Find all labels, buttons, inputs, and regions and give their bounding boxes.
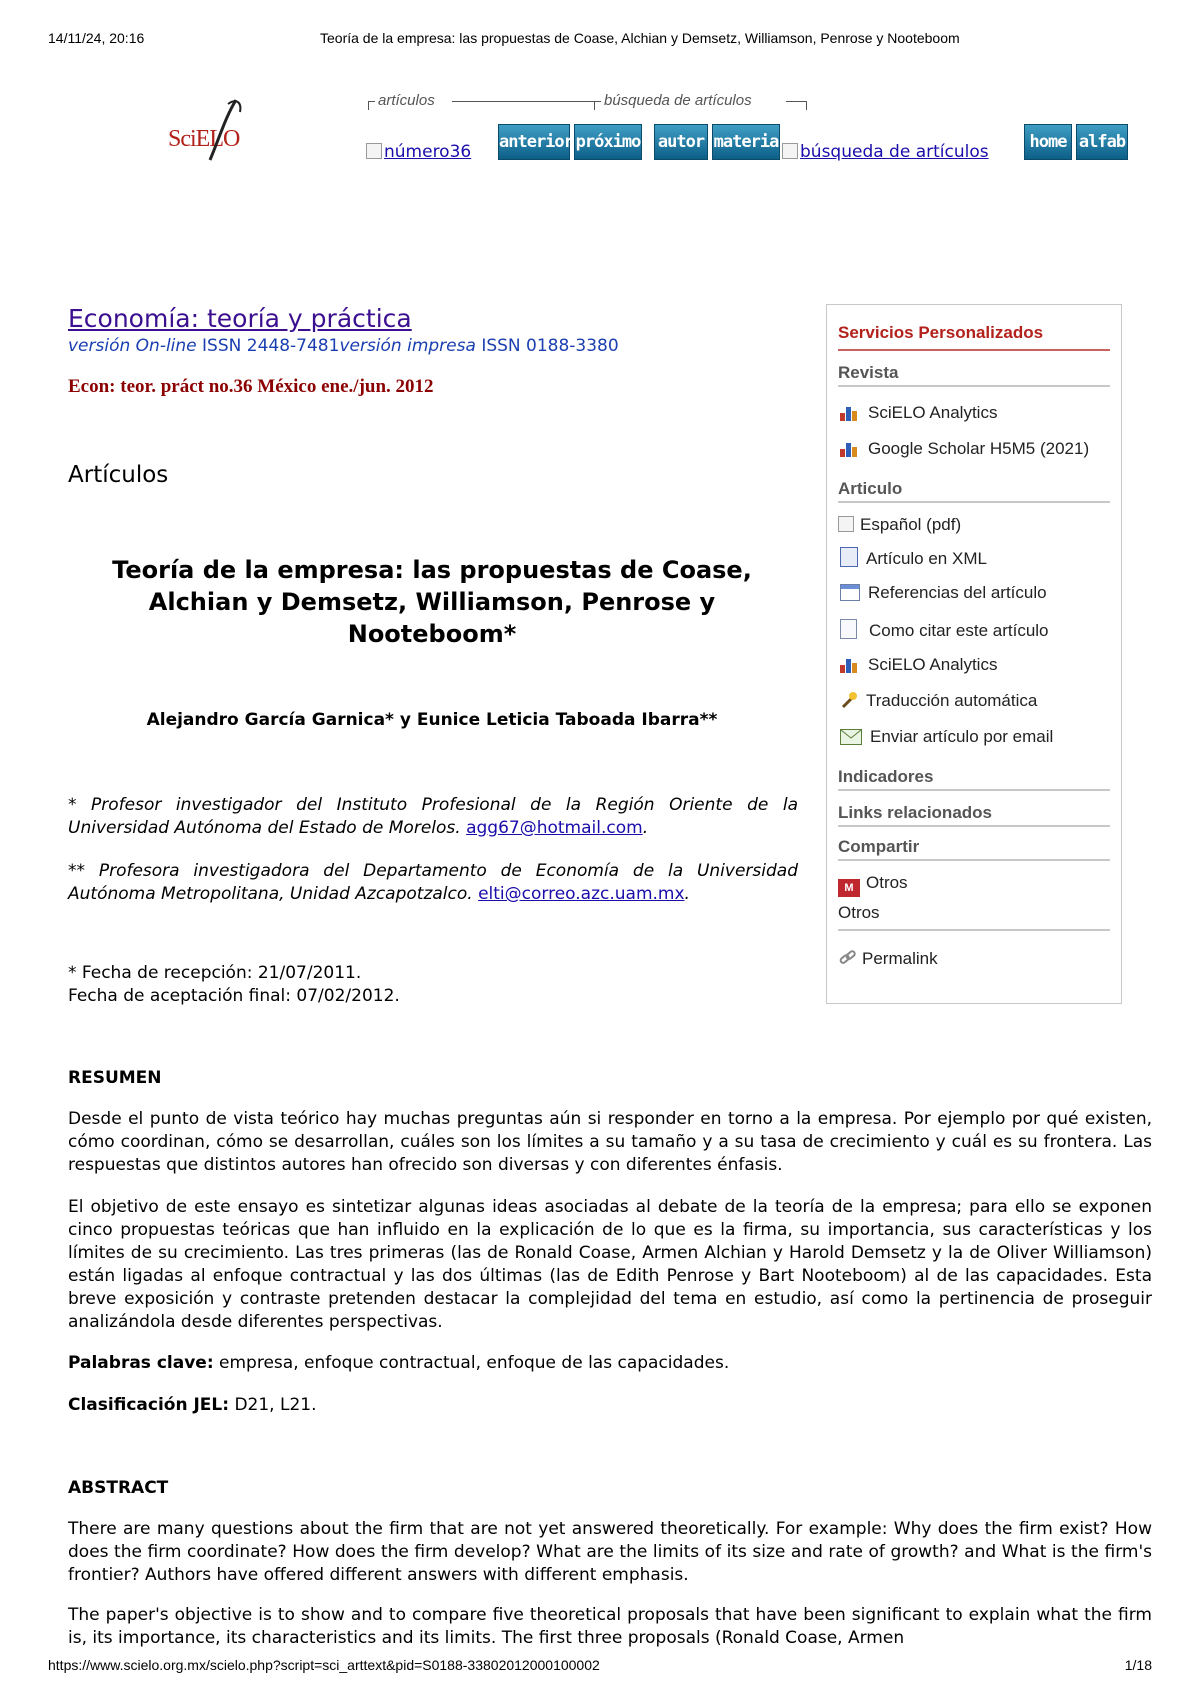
article-authors: Alejandro García Garnica* y Eunice Leticia Taboada Ibarra** [146,710,718,730]
online-label: versión On-line [68,336,197,356]
accepted-date: Fecha de aceptación final: 07/02/2012. [68,986,400,1006]
sidebar-item-permalink[interactable] [838,949,938,969]
section-heading: Artículos [68,462,169,488]
keywords-label: Palabras clave: [68,1353,214,1373]
sidebar-item-label: Otros [866,873,908,892]
print-url: https://www.scielo.org.mx/scielo.php?script=sci_arttext&pid=S0188-33802012000100002 [48,1657,600,1673]
sidebar-item-label: Google Scholar H5M5 (2021) [868,439,1090,458]
anterior-button[interactable]: anterior [498,124,570,160]
journal-citation: Econ: teor. práct no.36 México ene./jun. 2012 [68,376,434,397]
references-window-icon [840,584,860,601]
proximo-button[interactable]: próximo [574,124,642,160]
sidebar-divider [838,929,1110,931]
author-note-1: * Profesor investigador del Instituto Profesional de la Región Oriente de la Universidad Autónoma del Estado de Morelos. agg67@hotmail.com. [68,795,798,838]
sidebar-item-xml[interactable] [840,547,987,569]
broken-image-icon [782,143,798,159]
sidebar-item-label: Referencias del artículo [868,583,1047,602]
sidebar-item-otros[interactable]: Otros [838,903,880,922]
sidebar-item-label: Español (pdf) [860,515,962,534]
magic-wand-icon [840,691,858,709]
article-title: Teoría de la empresa: las propuestas de Coase, Alchian y Demsetz, Williamson, Penrose y Nooteboom* [112,556,752,648]
sidebar-item-scielo-analytics-article[interactable] [840,655,997,675]
sidebar-item-share-otros[interactable] [838,873,908,897]
jel-line [68,1394,1152,1417]
sidebar-item-email[interactable] [840,727,1053,747]
sidebar-item-label: Traducción automática [866,691,1038,710]
abstract-heading: ABSTRACT [68,1478,169,1498]
keywords-text: empresa, enfoque contractual, enfoque de las capacidades. [213,1353,730,1373]
jel-text: D21, L21. [229,1395,317,1415]
abstract-paragraph-2: The paper's objective is to show and to compare five theoretical proposals that have been significant to explain what the firm is, its importance, its characteristics and its limits. The first three proposals (Ronald Coase, Armen [68,1605,1152,1648]
resumen-heading: RESUMEN [68,1068,162,1088]
sidebar-divider [838,349,1110,351]
autor-button[interactable]: autor [654,124,708,160]
sidebar-item-label: Artículo en XML [866,549,987,568]
bracket-line [452,101,595,110]
sidebar-item-google-scholar[interactable] [840,439,1089,459]
bracket-line [594,101,601,110]
abstract-paragraph-1: There are many questions about the firm that are not yet answered theoretically. For example: Why does the firm exist? How does the firm coordinate? How does the firm develop? What are the limits of its size and rate of growth? and What is the firm's frontier? Authors have offered different answers with different emphasis. [68,1519,1152,1585]
keywords-line [68,1352,1152,1375]
author-note-2-text: ** Profesora investigadora del Departamento de Economía de la Universidad Autónoma Metropolitana, Unidad Azcapotzalco. [68,861,798,904]
nav-group-search-label: búsqueda de artículos [604,92,752,109]
author-note-2: ** Profesora investigadora del Departamento de Economía de la Universidad Autónoma Metropolitana, Unidad Azcapotzalco. elti@correo.azc.uam.mx. [68,861,798,904]
article-dates [68,962,400,1008]
sidebar-item-translation[interactable] [840,691,1037,711]
journal-title-link[interactable]: Economía: teoría y práctica [68,304,412,333]
print-issn: ISSN 0188-3380 [481,336,619,356]
share-icon: M [838,879,860,897]
numero-link-text: número36 [384,142,472,162]
issn-line [68,336,619,356]
numero-link[interactable] [366,142,471,162]
sidebar-item-label: SciELO Analytics [868,403,998,422]
resumen-paragraph-1: Desde el punto de vista teórico hay muchas preguntas aún si responder en torno a la empresa. Por ejemplo por qué existen, cómo coordinan, cómo se desarrollan, cuáles son los límites a su tamaño y a su tasa de crecimiento y cuál es su frontera. Las respuestas que distintos autores han ofrecido son diversas y con diferentes énfasis. [68,1109,1152,1175]
sidebar-divider [838,789,1110,791]
bar-chart-icon [840,439,860,457]
online-issn: ISSN 2448-7481 [202,336,340,356]
services-sidebar [826,304,1122,1004]
jel-label: Clasificación JEL: [68,1395,230,1415]
sidebar-item-label: Permalink [862,949,938,968]
sidebar-item-references[interactable] [840,583,1047,603]
received-date: * Fecha de recepción: 21/07/2011. [68,963,362,983]
sidebar-item-label: SciELO Analytics [868,655,998,674]
nav-group-articles-label: artículos [378,92,435,109]
sidebar-item-label: Como citar este artículo [869,621,1049,640]
link-icon [838,949,858,967]
sidebar-title: Servicios Personalizados [838,323,1044,342]
broken-image-icon [838,516,854,532]
sidebar-section-compartir: Compartir [838,837,920,856]
print-page-title: Teoría de la empresa: las propuestas de Coase, Alchian y Demsetz, Williamson, Penrose y Nooteboom [320,30,960,46]
print-label: versión impresa [339,336,476,356]
broken-image-icon [366,143,382,159]
author-note-1-text: * Profesor investigador del Instituto Profesional de la Región Oriente de la Universidad Autónoma del Estado de Morelos. [68,795,798,838]
document-icon [840,619,857,639]
scielo-logo-swoosh-icon [206,96,246,168]
sidebar-section-links[interactable]: Links relacionados [838,803,992,822]
bracket-line [786,101,807,110]
print-page-number: 1/18 [1124,1657,1152,1673]
sidebar-divider [838,501,1110,503]
sidebar-item-scielo-analytics[interactable] [840,403,997,423]
print-date: 14/11/24, 20:16 [48,30,145,46]
bar-chart-icon [840,655,860,673]
alfab-button[interactable]: alfab [1076,124,1128,160]
sidebar-divider [838,825,1110,827]
sidebar-divider [838,859,1110,861]
scielo-logo-text: SciELO [168,126,240,152]
sidebar-section-articulo: Articulo [838,479,903,498]
sidebar-item-label: Enviar artículo por email [870,727,1054,746]
author-2-email-link[interactable]: elti@correo.azc.uam.mx [478,884,685,904]
search-articles-link-text: búsqueda de artículos [800,142,989,162]
materia-button[interactable]: materia [712,124,780,160]
sidebar-section-indicadores[interactable]: Indicadores [838,767,934,786]
sidebar-section-revista: Revista [838,363,899,382]
author-1-email-link[interactable]: agg67@hotmail.com [466,818,643,838]
email-icon [840,729,862,745]
sidebar-item-pdf[interactable] [838,515,961,535]
scielo-logo[interactable] [168,96,258,176]
home-button[interactable]: home [1024,124,1072,160]
sidebar-divider [838,385,1110,387]
resumen-paragraph-2: El objetivo de este ensayo es sintetizar algunas ideas asociadas al debate de la teoría de la empresa; para ello se exponen cinco propuestas teóricas que han influido en la explicación de lo que es la firma, su importancia, sus características y los límites de su crecimiento. Las tres primeras (las de Ronald Coase, Armen Alchian y Harold Demsetz y la de Oliver Williamson) están ligadas al enfoque contractual y las dos últimas (las de Edith Penrose y Bart Nooteboom) al de las capacidades. Esta breve exposición y contraste pretenden destacar la complejidad del tema en estudio, así como la pertinencia de proseguir analizándola desde diferentes perspectivas. [68,1197,1152,1332]
sidebar-item-cite[interactable] [840,619,1049,641]
bar-chart-icon [840,403,860,421]
xml-file-icon [840,547,858,567]
bracket-line [368,101,375,110]
search-articles-link[interactable] [782,142,989,162]
